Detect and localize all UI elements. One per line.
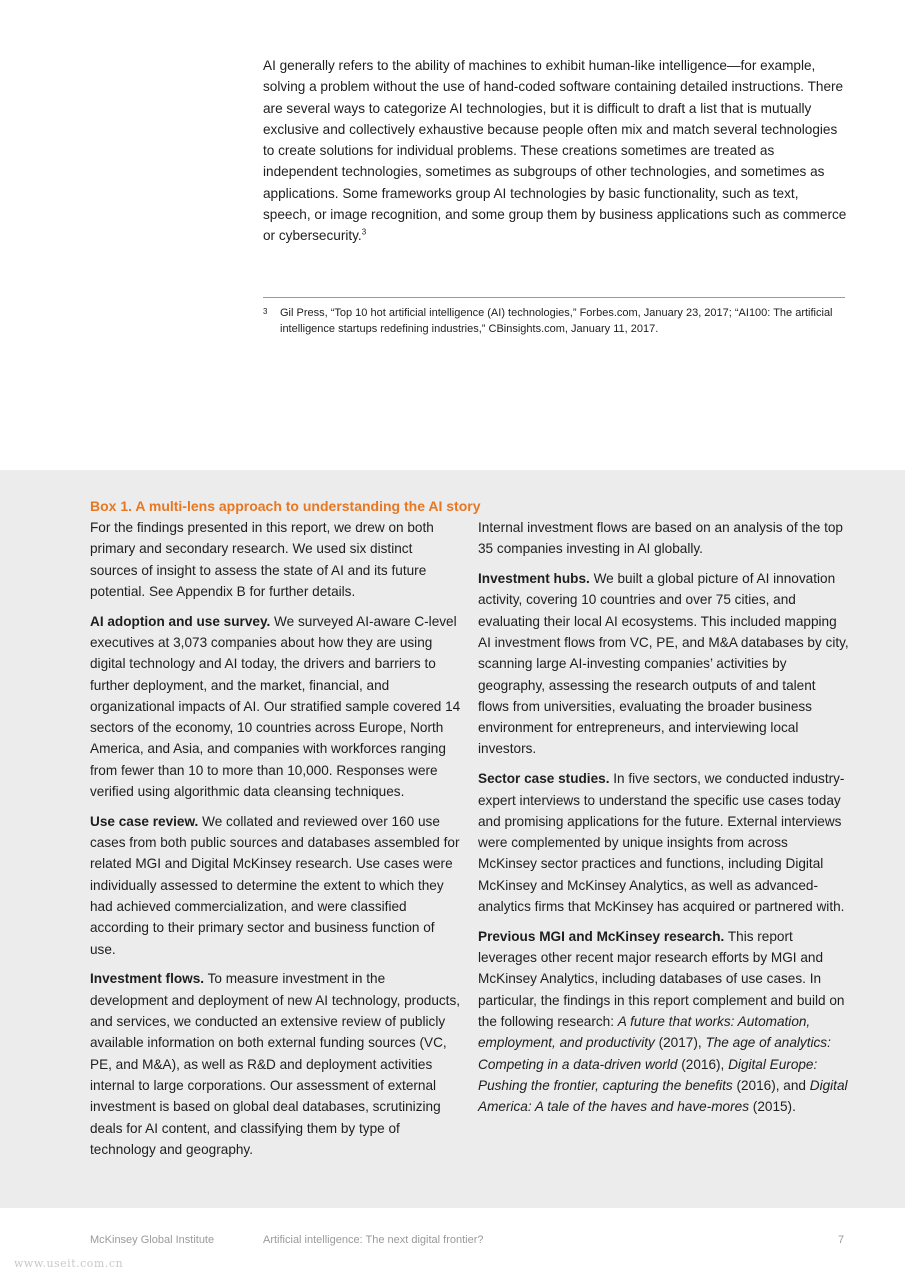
reference-title-2: The age of analytics: Competing in a data-driven world [478, 1035, 831, 1072]
intro-text: AI generally refers to the ability of machines to exhibit human-like intelligence—for example, solving a problem without the use of hand-coded software containing detailed instructions. There are several ways to categorize AI technologies, but it is difficult to draft a list that is mutually exclusive and collectively exhaustive because people often mix and match several technologies to create solutions for individual problems. These creations sometimes are treated as independent technologies, sometimes as subgroups of other technologies, and sometimes as applications. Some frameworks group AI technologies by basic functionality, such as text, speech, or image recognition, and some group them by business applications such as commerce or cybersecurity. [263, 58, 847, 244]
investment-text: To measure investment in the development and deployment of new AI technology, products, and services, we conducted an extensive review of publicly available information on both external funding sources (VC, PE, and M&A), as well as R&D and deployment activities internal to large corporations. Our assessment of external investment is based on global deal databases, scrutinizing deals for AI content, and classifying them by type of technology and geography. [90, 971, 461, 1157]
usecase-text: We collated and reviewed over 160 use cases from both public sources and databases assembled for related MGI and Digital McKinsey research. Use cases were individually assessed to determine the extent to which they had achieved commercialization, and were classified according to their primary sector and business function of use. [90, 813, 460, 957]
survey-heading: AI adoption and use survey. [90, 613, 271, 629]
hubs-heading: Investment hubs. [478, 571, 590, 587]
box-title: Box 1. A multi-lens approach to understanding the AI story [90, 498, 481, 514]
box-left-column [90, 517, 462, 1169]
sector-text: In five sectors, we conducted industry-expert interviews to understand the specific use cases today and promising applications for the future. External interviews were complemented by unique insights from across McKinsey sector practices and functions, including Digital McKinsey and McKinsey Analytics, as well as advanced-analytics firms that McKinsey has acquired or partnered with. [478, 771, 845, 915]
reference-year-1: (2017), [654, 1035, 706, 1051]
box-right-column [478, 517, 850, 1126]
footer-publisher: McKinsey Global Institute [90, 1234, 215, 1246]
hubs-text: We built a global picture of AI innovation activity, covering 10 countries and over 75 cities, and evaluating their local AI ecosystems. This included mapping AI investment flows from VC, PE, and M&A databases by city, scanning large AI-investing companies’ activities by geography, assessing the research outputs of and talent flows from universities, evaluating the broader business environment for entrepreneurs, and interviewing local investors. [478, 571, 849, 757]
usecase-paragraph [90, 811, 462, 960]
footnote-number: 3 [263, 307, 268, 316]
reference-title-1: A future that works: Automation, employment, and productivity [478, 1014, 811, 1051]
sector-heading: Sector case studies. [478, 771, 610, 787]
hubs-paragraph [478, 568, 850, 760]
investment-paragraph [90, 968, 462, 1160]
reference-year-3: (2016), and [732, 1077, 810, 1093]
footnote-divider [263, 297, 845, 298]
footer-page-number: 7 [838, 1234, 845, 1246]
intro-section [263, 55, 848, 247]
reference-title-4: Digital America: A tale of the haves and have-mores [478, 1077, 848, 1115]
reference-title-3: Digital Europe: Pushing the frontier, capturing the benefits [478, 1056, 818, 1093]
intro-paragraph [263, 55, 848, 247]
footnote-text: Gil Press, “Top 10 hot artificial intelligence (AI) technologies,” Forbes.com, January 23, 2017; “AI100: The artificial intelligence startups redefining industries,” CBinsights.com, January 11, 2017. [280, 307, 833, 335]
reference-year-2: (2016), [677, 1056, 729, 1072]
footnote-reference[interactable]: 3 [361, 227, 367, 237]
investment-heading: Investment flows. [90, 971, 205, 987]
survey-paragraph [90, 611, 462, 803]
survey-text: We surveyed AI-aware C-level executives at 3,073 companies about how they are using digital technology and AI today, the drivers and barriers to further deployment, and the market, financial, and organizational impacts of AI. Our stratified sample covered 14 sectors of the economy, 10 countries across Europe, North America, and Asia, and companies with workforces ranging from fewer than 10 to more than 10,000. Responses were verified using algorithmic data cleansing techniques. [90, 613, 461, 800]
footer-report-title: Artificial intelligence: The next digital frontier? [263, 1234, 484, 1246]
box-intro-paragraph: For the findings presented in this report, we drew on both primary and secondary research. We used six distinct sources of insight to assess the state of AI and its future potential. See Appendix B for further details. [90, 520, 434, 599]
previous-text: This report leverages other recent major research efforts by MGI and McKinsey Analytics, including databases of use cases. In particular, the findings in this report complement and build on the following research: [478, 928, 845, 1030]
sector-paragraph [478, 768, 850, 917]
usecase-heading: Use case review. [90, 813, 199, 829]
internal-investment-paragraph: Internal investment flows are based on an analysis of the top 35 companies investing in AI globally. [478, 520, 843, 557]
previous-research-paragraph [478, 926, 850, 1118]
watermark: www.useit.com.cn [14, 1257, 124, 1270]
footnote [263, 305, 848, 337]
reference-year-4: (2015). [749, 1099, 796, 1115]
previous-heading: Previous MGI and McKinsey research. [478, 928, 725, 944]
